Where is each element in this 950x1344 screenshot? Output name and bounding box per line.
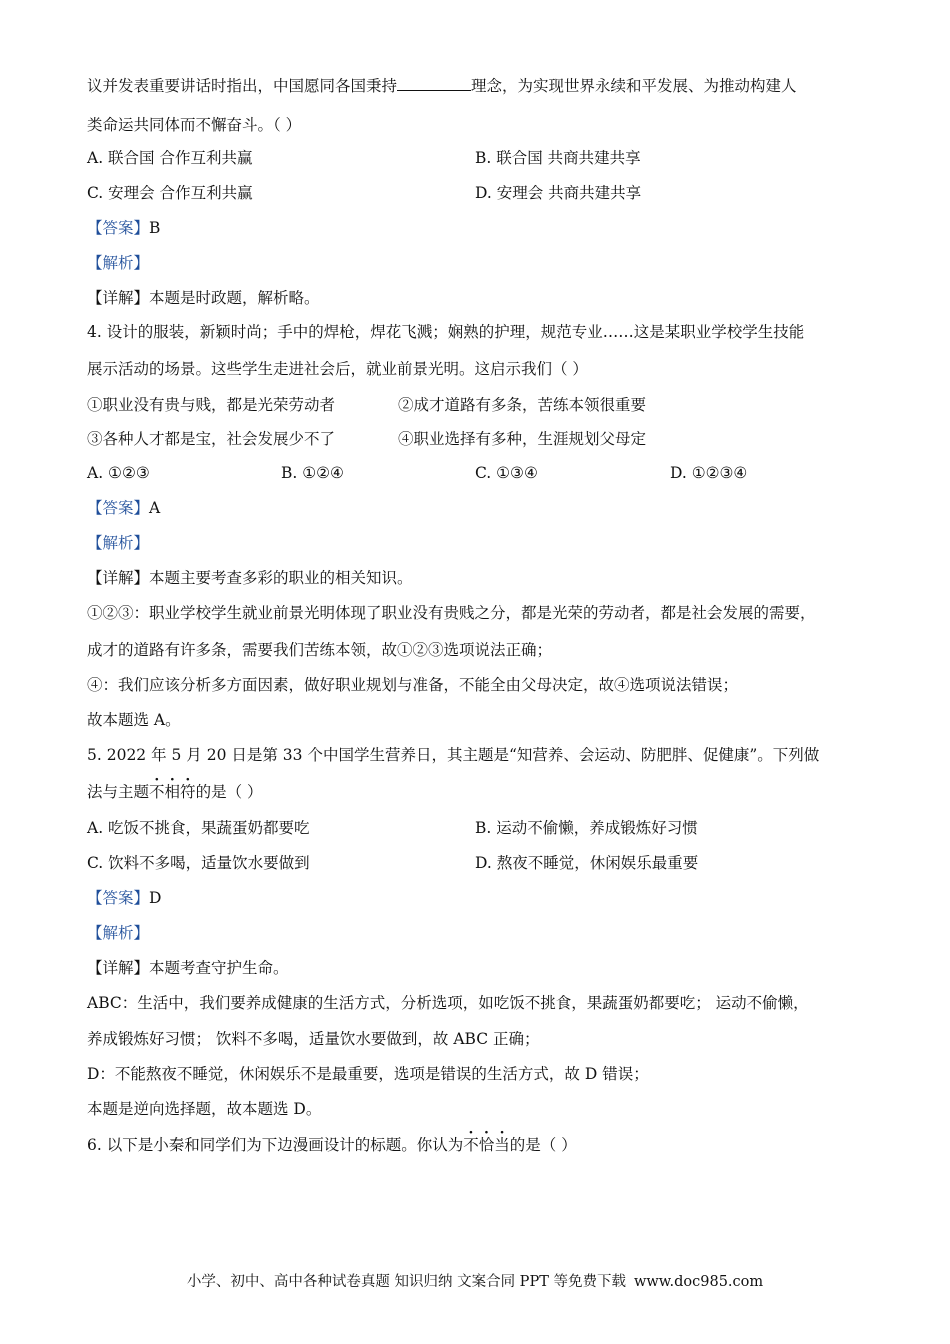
q4-analysis-tag: 【解析】 [87,534,150,552]
q4-explanation-line2: 成才的道路有许多条，需要我们苦练本领，故①②③选项说法正确； [87,641,553,659]
q6-stem-text-after: 的是（ ） [509,1136,577,1154]
q5-option-c: C. 饮料不多喝，适量饮水要做到 [87,854,310,872]
emphasis-char: 符 [180,783,196,801]
q5-explanation-line2: 养成锻炼好习惯； 饮料不多喝，适量饮水要做到，故 ABC 正确； [87,1030,540,1048]
answer-value: A [149,499,161,517]
q4-option-b: B. ①②④ [281,464,344,482]
q4-stem-line2: 展示活动的场景。这些学生走进社会后，就业前景光明。这启示我们（ ） [87,360,588,378]
q5-stem-line2 [87,782,263,802]
emphasis-char: 恰 [478,1136,495,1154]
detail-text: 本题是时政题，解析略。 [149,289,320,307]
q6-stem-text: 6. 以下是小秦和同学们为下边漫画设计的标题。你认为 [87,1136,464,1154]
q3-analysis-tag: 【解析】 [87,254,150,272]
page-footer [0,1270,950,1291]
q3-stem-text-after: 理念，为实现世界永续和平发展、为推动构建人 [471,77,797,95]
answer-tag: 【答案】 [87,499,150,517]
q5-conclusion: 本题是逆向选择题，故本题选 D。 [87,1100,322,1118]
q4-answer [87,498,160,518]
detail-text: 本题考查守护生命。 [149,959,289,977]
detail-tag: 【详解】 [87,289,150,307]
q5-answer [87,888,161,908]
q4-stem-line1: 4. 设计的服装，新颖时尚；手中的焊枪，焊花飞溅；娴熟的护理，规范专业……这是某职业学校学生技能 [87,323,805,341]
emphasis-char: 相 [164,783,181,801]
detail-text: 本题主要考查多彩的职业的相关知识。 [149,569,413,587]
answer-tag: 【答案】 [87,889,150,907]
q3-option-a: A. 联合国 合作互利共赢 [87,149,253,167]
q3-stem-text: 议并发表重要讲话时指出，中国愿同各国秉持 [87,77,398,95]
q4-item-3: ③各种人才都是宝，社会发展少不了 [87,430,336,448]
q4-option-a: A. ①②③ [87,464,150,482]
q4-explanation-line3: ④：我们应该分析多方面因素，做好职业规划与准备，不能全由父母决定，故④选项说法错误； [87,676,739,694]
emphasis-char: 不 [463,1136,479,1154]
footer-text: 小学、初中、高中各种试卷真题 知识归纳 文案合同 PPT 等免费下载 [186,1274,626,1290]
q3-stem-line2: 类命运共同体而不懈奋斗。（ ） [87,116,302,134]
answer-tag: 【答案】 [87,219,150,237]
q4-option-d: D. ①②③④ [670,464,748,482]
q3-stem-line1 [87,76,797,96]
q3-answer [87,218,160,238]
q4-option-c: C. ①③④ [475,464,538,482]
q5-stem-line1: 5. 2022 年 5 月 20 日是第 33 个中国学生营养日，其主题是“知营养、会运动、防肥胖、促健康”。下列做 [87,746,820,764]
q3-option-b: B. 联合国 共商共建共享 [475,149,641,167]
footer-url: www.doc985.com [633,1274,764,1290]
q5-detail [87,958,289,978]
q5-option-a: A. 吃饭不挑食，果蔬蛋奶都要吃 [87,819,310,837]
detail-tag: 【详解】 [87,959,150,977]
fill-blank [397,76,471,91]
q4-explanation-line1: ①②③：职业学校学生就业前景光明体现了职业没有贵贱之分，都是光荣的劳动者，都是社会发展的需要， [87,604,816,622]
q4-detail [87,568,413,588]
q6-stem-line1 [87,1135,577,1155]
answer-value: D [149,889,162,907]
q5-stem-text-after: 的是（ ） [195,783,263,801]
q4-item-2: ②成才道路有多条，苦练本领很重要 [398,396,647,414]
q5-analysis-tag: 【解析】 [87,924,150,942]
q5-option-d: D. 熬夜不睡觉，休闲娱乐最重要 [475,854,699,872]
q3-option-c: C. 安理会 合作互利共赢 [87,184,253,202]
emphasis-char: 当 [494,1136,510,1154]
answer-value: B [149,219,161,237]
q3-detail [87,288,320,308]
q4-conclusion: 故本题选 A。 [87,711,181,729]
q5-explanation-line3: D：不能熬夜不睡觉，休闲娱乐不是最重要，选项是错误的生活方式，故 D 错误； [87,1065,649,1083]
q3-option-d: D. 安理会 共商共建共享 [475,184,642,202]
detail-tag: 【详解】 [87,569,150,587]
q5-explanation-line1: ABC：生活中，我们要养成健康的生活方式，分析选项，如吃饭不挑食，果蔬蛋奶都要吃； 运动不偷懒， [87,994,809,1012]
q4-item-4: ④职业选择有多种，生涯规划父母定 [398,430,647,448]
emphasis-char: 不 [149,783,165,801]
q5-stem-text: 法与主题 [87,783,150,801]
q4-item-1: ①职业没有贵与贱，都是光荣劳动者 [87,396,336,414]
q5-option-b: B. 运动不偷懒，养成锻炼好习惯 [475,819,698,837]
